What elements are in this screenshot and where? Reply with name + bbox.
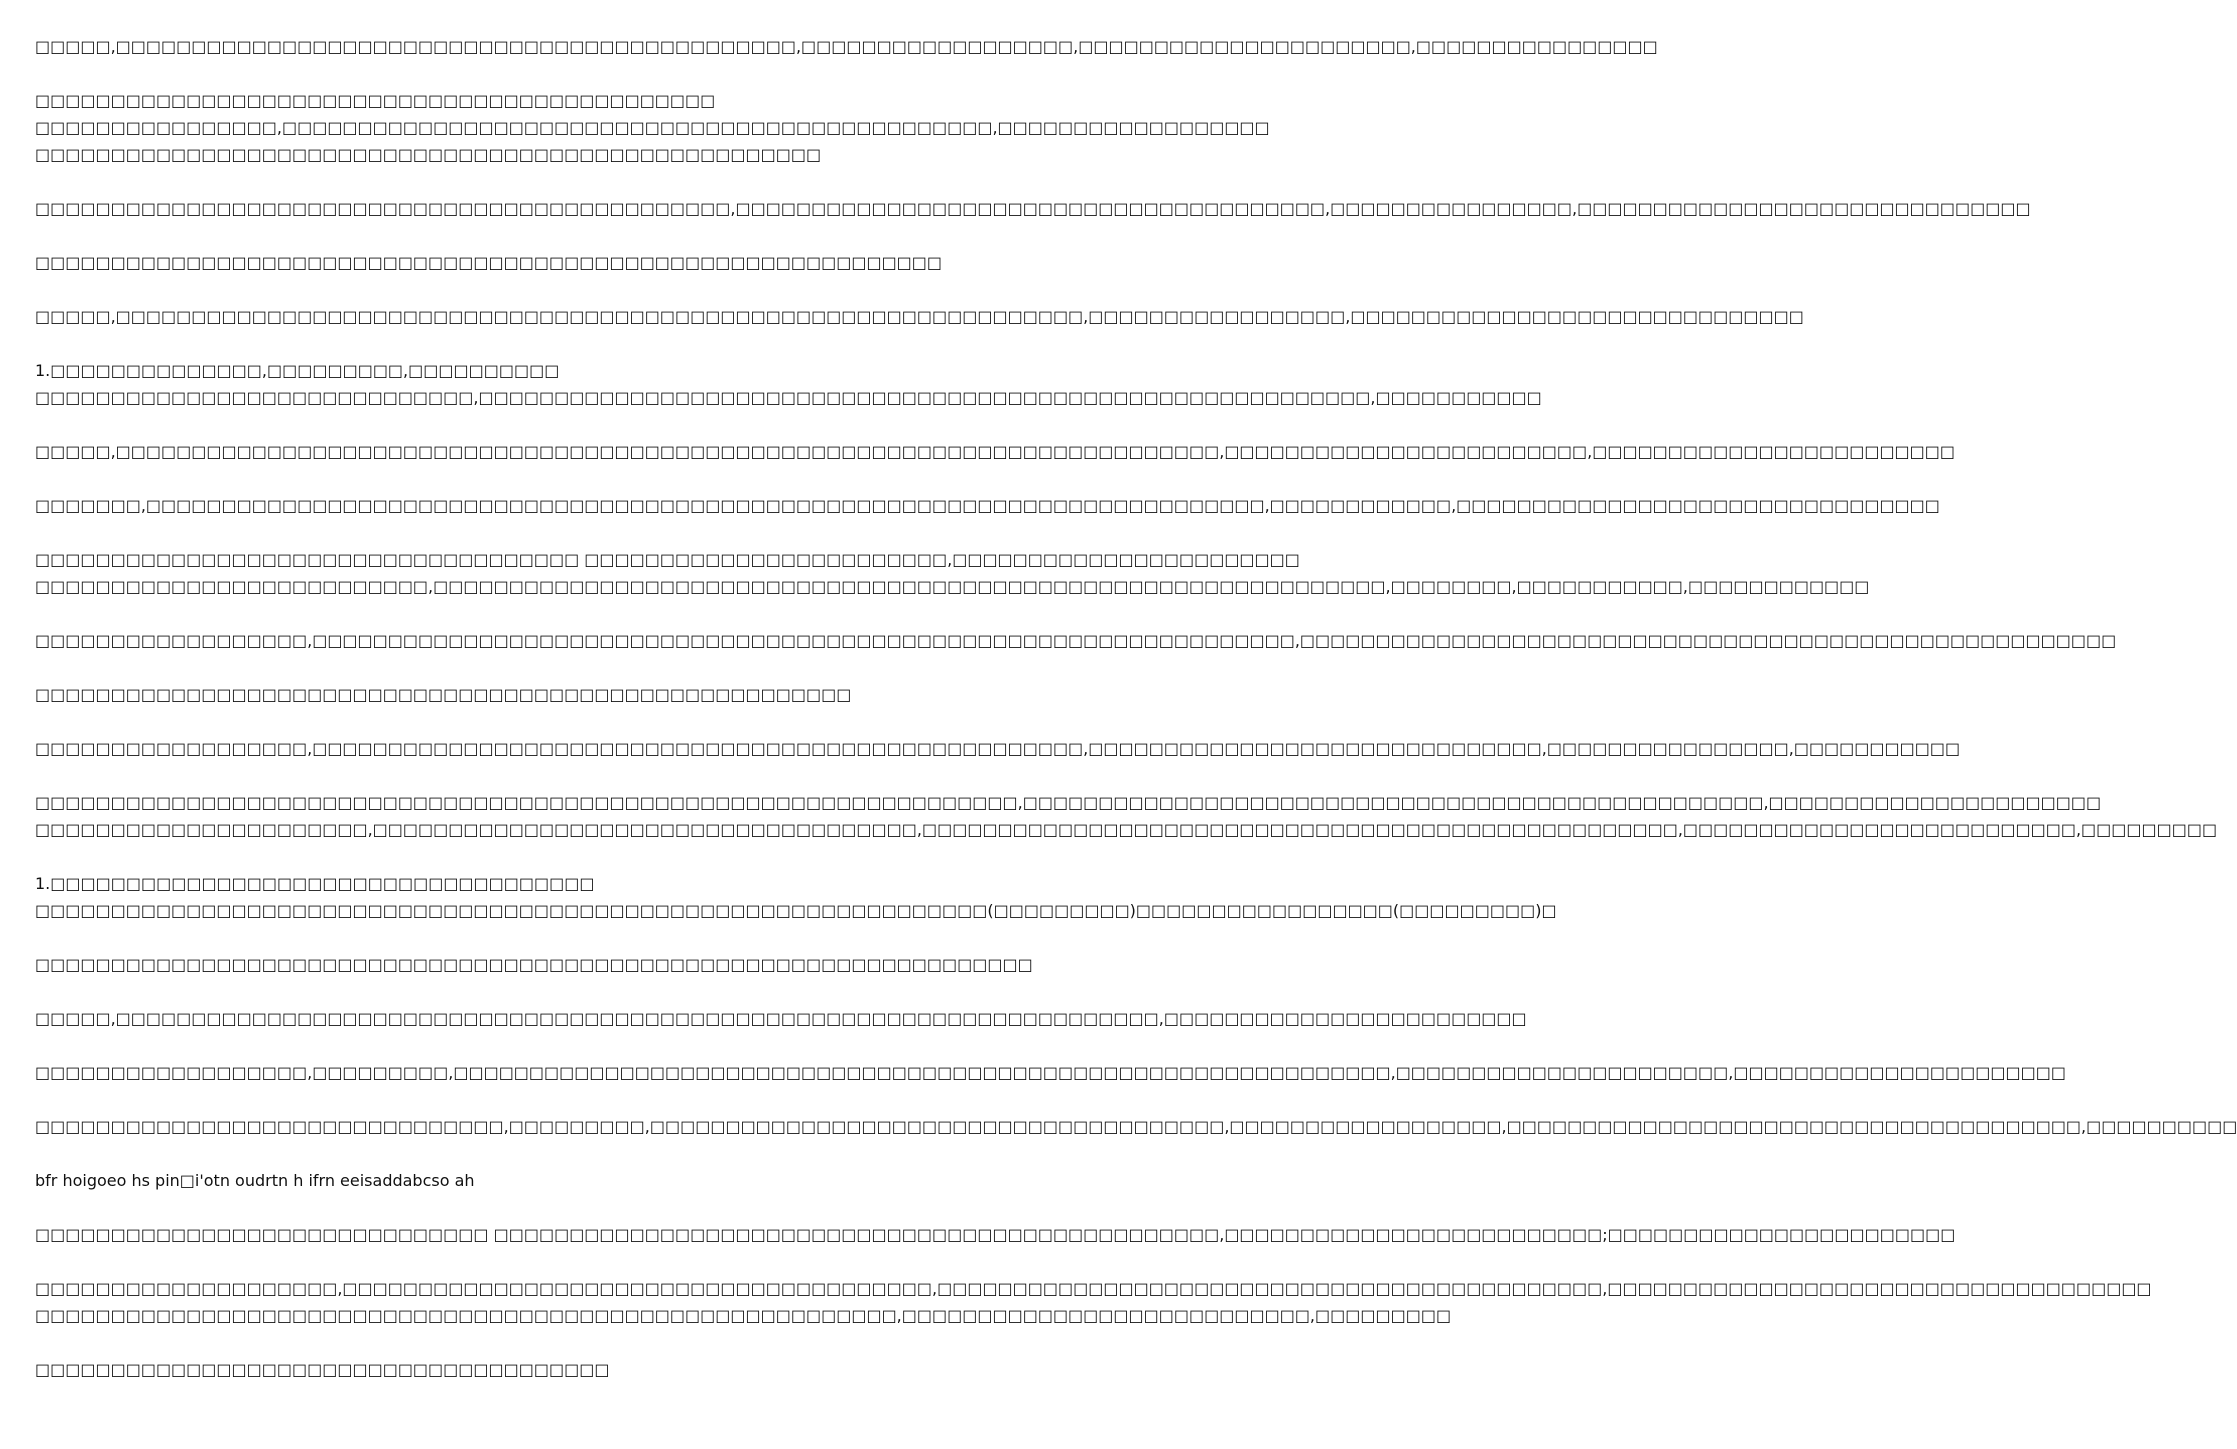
paragraph xyxy=(35,1005,1527,1032)
text-line: □□□□□,□□□□□□□□□□□□□□□□□□□□□□□□□□□□□□□□□□□□□□□□□□□□□□□□□□□□□□□□□□□□□□□□,□□□□□□□□□□□□□□□□□,□□□□□□□□□□□□□□□□□□□□□□□□□□□□□□ xyxy=(35,307,1804,326)
text-line: □□□□□□□□□□□□□□□□□□□□□□□□□□□□□□□□□□□□□□□□□□□□□□□□□□□□□□□□□□□□ xyxy=(35,253,943,272)
paragraph xyxy=(35,357,1542,411)
paragraph xyxy=(35,492,1940,519)
text-line: 1.□□□□□□□□□□□□□□,□□□□□□□□□,□□□□□□□□□□ xyxy=(35,361,560,380)
text-line: □□□□□□□□□□□□□□□□□□□□□□□□□□□□□□□□□□□□ □□□□□□□□□□□□□□□□□□□□□□□□,□□□□□□□□□□□□□□□□□□□□□□□ xyxy=(35,550,1300,569)
paragraph xyxy=(35,546,1870,600)
paragraph xyxy=(35,870,1557,924)
paragraph xyxy=(35,951,1033,978)
text-line: □□□□□□□□□□□□□□□□□□□□□□□□□□,□□□□□□□□□□□□□□□□□□□□□□□□□□□□□□□□□□□□□□□□□□□□□□□□□□□□□□□□□□□□□□□,□□□□□□□□,□□□□□□□□□□□,□□□□□□□□□□□□ xyxy=(35,577,1870,596)
text-line: 1.□□□□□□□□□□□□□□□□□□□□□□□□□□□□□□□□□□□□ xyxy=(35,874,595,893)
paragraph xyxy=(35,627,2117,654)
text-line: □□□□□□□□□□□□□□□□□□□□□□□□□□□□□□□□□□□□□□□□□□□□□□□□□□□□ xyxy=(35,145,822,164)
text-line: □□□□□□□□□□□□□□□□□□,□□□□□□□□□□□□□□□□□□□□□□□□□□□□□□□□□□□□□□□□□□□□□□□□□□□□□□□□□□□□□□□□□,□□□□□□□□□□□□□□□□□□□□□□□□□□□□□□□□□□□□□□□□□□□□□□□□□□□□□□ xyxy=(35,631,2117,650)
text-line: □□□□□□□□□□□□□□□□□□□□□□□□□□□□□□□□□□□□□□□□□□□□□□□□□□□□□□□□□□□□□□□□□□ xyxy=(35,955,1033,974)
paragraph xyxy=(35,303,1804,330)
paragraph xyxy=(35,438,1956,465)
text-line: □□□□□□□□□□□□□□□□□□□□□□□□□□□□□□□□□□□□□□□□□□□□□□□□□□□□□□ xyxy=(35,685,852,704)
paragraph xyxy=(35,1356,989,1383)
text-line: □□□□□□□□□□□□□□□□□□□□□□□□□□□□□□□,□□□□□□□□□,□□□□□□□□□□□□□□□□□□□□□□□□□□□□□□□□□□□□□□,□□□□□□□□□□□□□□□□□□,□□□□□□□□□□□□□□□□□□□□□□□□□□□□□□□□□□□□□□,□□□□□□□□□□ xyxy=(35,1117,2237,1136)
text-line: □□□□□□□□□□□□□□□□□□□□□□□□□□□□□□□□□□□□□□□□□□□□□□,□□□□□□□□□□□□□□□□□□□□□□□□□□□□□□□□□□□□□□□,□□□□□□□□□□□□□□□□,□□□□□□□□□□□□□□□□□□□□□□□□□□□□□□ xyxy=(35,199,2031,218)
text-line: □□□□□,□□□□□□□□□□□□□□□□□□□□□□□□□□□□□□□□□□□□□□□□□□□□□□□□□□□□□□□□□□□□□□□□□□□□□□□□□,□□□□□□□□□□□□□□□□□□□□□□□□,□□□□□□□□□□□□□□□□□□□□□□□□ xyxy=(35,442,1956,461)
text-line: □□□□□□□□□□□□□□□□□□□□,□□□□□□□□□□□□□□□□□□□□□□□□□□□□□□□□□□□□□□□,□□□□□□□□□□□□□□□□□□□□□□□□□□□□□□□□□□□□□□□□□□□□,□□□□□□□□□□□□□□□□□□□□□□□□□□□□□□□□□□□□ xyxy=(35,1279,2152,1298)
paragraph xyxy=(35,87,1270,168)
paragraph xyxy=(35,1167,989,1194)
paragraph xyxy=(35,735,1961,762)
paragraph xyxy=(35,1221,1956,1248)
paragraph xyxy=(35,789,2218,843)
text-line: □□□□□□□□□□□□□□□□□□□□□□□□□□□□□□□□□□□□□□□□□□□□□□□□□□□□□□□□□□□□□□□(□□□□□□□□□)□□□□□□□□□□□□□□□□□(□□□□□□□□□)□ xyxy=(35,901,1557,920)
paragraph xyxy=(35,195,2031,222)
text-line: □□□□□□□□□□□□□□□□,□□□□□□□□□□□□□□□□□□□□□□□□□□□□□□□□□□□□□□□□□□□□□□□,□□□□□□□□□□□□□□□□□□ xyxy=(35,118,1270,137)
paragraph xyxy=(35,1275,2152,1329)
text-line: □□□□□□□□□□□□□□□□□□□□□□□□□□□□□,□□□□□□□□□□□□□□□□□□□□□□□□□□□□□□□□□□□□□□□□□□□□□□□□□□□□□□□□□□□,□□□□□□□□□□□ xyxy=(35,388,1542,407)
text-line: □□□□□□□□□□□□□□□□□□□□□□□□□□□□□□□□□□□□□□ xyxy=(35,1360,610,1379)
text-line: □□□□□,□□□□□□□□□□□□□□□□□□□□□□□□□□□□□□□□□□□□□□□□□□□□□□□□□□□□□□□□□□□□□□□□□□□□□,□□□□□□□□□□□□□□□□□□□□□□□□ xyxy=(35,1009,1527,1028)
paragraph xyxy=(35,33,1658,60)
paragraph xyxy=(35,1113,2237,1140)
text-line: □□□□□□□□□□□□□□□□□□□□□□□□□□□□□□□□□□□□□□□□□□□□□ xyxy=(35,91,716,110)
text-line: bfr hoigoeo hs pin□i'otn oudrtn h ifrn eeisaddabcso ah xyxy=(35,1171,475,1190)
paragraph xyxy=(35,249,989,276)
text-line: □□□□□,□□□□□□□□□□□□□□□□□□□□□□□□□□□□□□□□□□□□□□□□□□□□□,□□□□□□□□□□□□□□□□□□,□□□□□□□□□□□□□□□□□□□□□□,□□□□□□□□□□□□□□□□ xyxy=(35,37,1658,56)
document-body xyxy=(35,33,2237,1410)
text-line: □□□□□□□□□□□□□□□□□□,□□□□□□□□□,□□□□□□□□□□□□□□□□□□□□□□□□□□□□□□□□□□□□□□□□□□□□□□□□□□□□□□□□□□□□□□,□□□□□□□□□□□□□□□□□□□□□□,□□□□□□□□□□□□□□□□□□□□□□ xyxy=(35,1063,2066,1082)
text-line: □□□□□□□□□□□□□□□□□□□□□□□□□□□□□□ □□□□□□□□□□□□□□□□□□□□□□□□□□□□□□□□□□□□□□□□□□□□□□□□,□□□□□□□□□□□□□□□□□□□□□□□□□;□□□□□□□□□□□□□□□□□□□□□□□ xyxy=(35,1225,1956,1244)
text-line: □□□□□□□,□□□□□□□□□□□□□□□□□□□□□□□□□□□□□□□□□□□□□□□□□□□□□□□□□□□□□□□□□□□□□□□□□□□□□□□□□□,□□□□□□□□□□□□,□□□□□□□□□□□□□□□□□□□□□□□□□□□□□□□□ xyxy=(35,496,1940,515)
paragraph xyxy=(35,681,989,708)
text-line: □□□□□□□□□□□□□□□□□□□□□□□□□□□□□□□□□□□□□□□□□□□□□□□□□□□□□□□□□□□□□□□□□,□□□□□□□□□□□□□□□□□□□□□□□□□□□□□□□□□□□□□□□□□□□□□□□□□,□□□□□□□□□□□□□□□□□□□□□□ xyxy=(35,793,2102,812)
text-line: □□□□□□□□□□□□□□□□□□□□□□,□□□□□□□□□□□□□□□□□□□□□□□□□□□□□□□□□□□□,□□□□□□□□□□□□□□□□□□□□□□□□□□□□□□□□□□□□□□□□□□□□□□□□□□,□□□□□□□□□□□□□□□□□□□□□□□□□□,□□□□□□□□□ xyxy=(35,820,2218,839)
text-line: □□□□□□□□□□□□□□□□□□,□□□□□□□□□□□□□□□□□□□□□□□□□□□□□□□□□□□□□□□□□□□□□□□□□□□,□□□□□□□□□□□□□□□□□□□□□□□□□□□□□□,□□□□□□□□□□□□□□□□,□□□□□□□□□□□ xyxy=(35,739,1961,758)
paragraph xyxy=(35,1059,2066,1086)
text-line: □□□□□□□□□□□□□□□□□□□□□□□□□□□□□□□□□□□□□□□□□□□□□□□□□□□□□□□□□,□□□□□□□□□□□□□□□□□□□□□□□□□□□,□□□□□□□□□ xyxy=(35,1306,1452,1325)
